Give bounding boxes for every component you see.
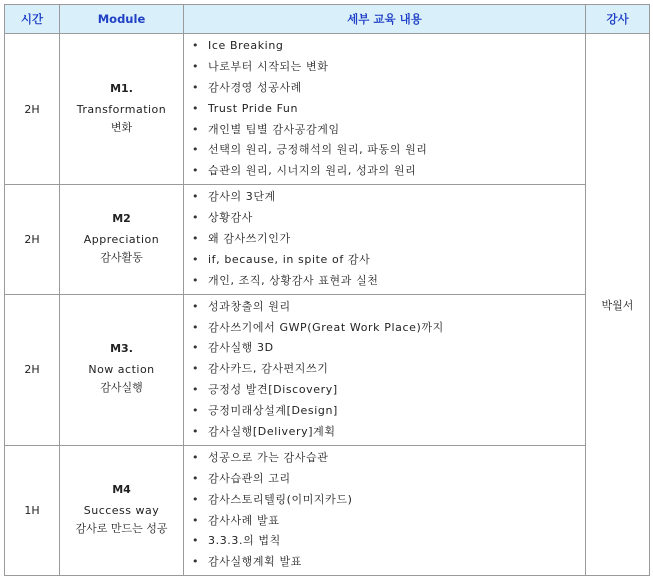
content-item: • 감사실행[Delivery]계획 — [192, 422, 585, 443]
content-item: • 감사실행계획 발표 — [192, 552, 585, 573]
content-item: • 긍정성 발견[Discovery] — [192, 380, 585, 401]
content-item: • 감사경영 성공사례 — [192, 78, 585, 99]
module-code: M3. — [110, 342, 133, 356]
content-item: • 감사습관의 고리 — [192, 469, 585, 490]
module-time: 2H — [5, 185, 60, 294]
content-item: • 성과창출의 원리 — [192, 297, 585, 318]
module-cell — [60, 34, 184, 185]
module-content — [184, 185, 586, 294]
content-item: • 감사스토리텔링(이미지카드) — [192, 490, 585, 511]
module-name: Success way — [83, 504, 160, 518]
module-code: M1. — [110, 81, 133, 95]
content-item: • Trust Pride Fun — [192, 99, 585, 120]
module-content — [184, 294, 586, 445]
module-content — [184, 445, 586, 575]
content-item: • 감사실행 3D — [192, 338, 585, 359]
content-item: • 나로부터 시작되는 변화 — [192, 57, 585, 78]
teacher-name: 박월서 — [586, 34, 650, 576]
content-item: • 3.3.3.의 법칙 — [192, 531, 585, 552]
content-item: • 습관의 원리, 시너지의 원리, 성과의 원리 — [192, 161, 585, 182]
module-cell — [60, 445, 184, 575]
module-name: Transformation — [76, 102, 167, 116]
module-content — [184, 34, 586, 185]
module-code: M4 — [112, 483, 131, 497]
module-code: M2 — [112, 211, 131, 225]
module-time: 2H — [5, 34, 60, 185]
content-item: • 상황감사 — [192, 208, 585, 229]
header-module: Module — [60, 5, 184, 34]
module-title: 감사로 만드는 성공 — [75, 522, 168, 536]
content-item: • if, because, in spite of 감사 — [192, 250, 585, 271]
content-item: • 감사사례 발표 — [192, 511, 585, 532]
module-row — [5, 185, 650, 294]
content-item: • 왜 감사쓰기인가 — [192, 229, 585, 250]
curriculum-table — [4, 4, 650, 576]
content-item: • 선택의 원리, 긍정해석의 원리, 파동의 원리 — [192, 140, 585, 161]
header-row — [5, 5, 650, 34]
module-name: Appreciation — [83, 232, 160, 246]
module-row — [5, 445, 650, 575]
module-row — [5, 34, 650, 185]
module-name: Now action — [88, 363, 155, 377]
module-row — [5, 294, 650, 445]
content-item: • 감사쓰기에서 GWP(Great Work Place)까지 — [192, 318, 585, 339]
content-item: • 개인, 조직, 상황감사 표현과 실천 — [192, 271, 585, 292]
content-item: • 감사의 3단계 — [192, 187, 585, 208]
module-time: 2H — [5, 294, 60, 445]
content-item: • Ice Breaking — [192, 36, 585, 57]
module-time: 1H — [5, 445, 60, 575]
content-item: • 개인별 팀별 감사공감게임 — [192, 120, 585, 141]
module-cell — [60, 185, 184, 294]
header-teacher: 강사 — [586, 5, 650, 34]
content-item: • 긍정미래상설계[Design] — [192, 401, 585, 422]
header-content: 세부 교육 내용 — [184, 5, 586, 34]
header-time: 시간 — [5, 5, 60, 34]
content-item: • 감사카드, 감사편지쓰기 — [192, 359, 585, 380]
module-cell — [60, 294, 184, 445]
module-title: 감사실행 — [100, 381, 143, 395]
module-title: 감사활동 — [100, 250, 143, 264]
content-item: • 성공으로 가는 감사습관 — [192, 448, 585, 469]
module-title: 변화 — [110, 120, 133, 134]
